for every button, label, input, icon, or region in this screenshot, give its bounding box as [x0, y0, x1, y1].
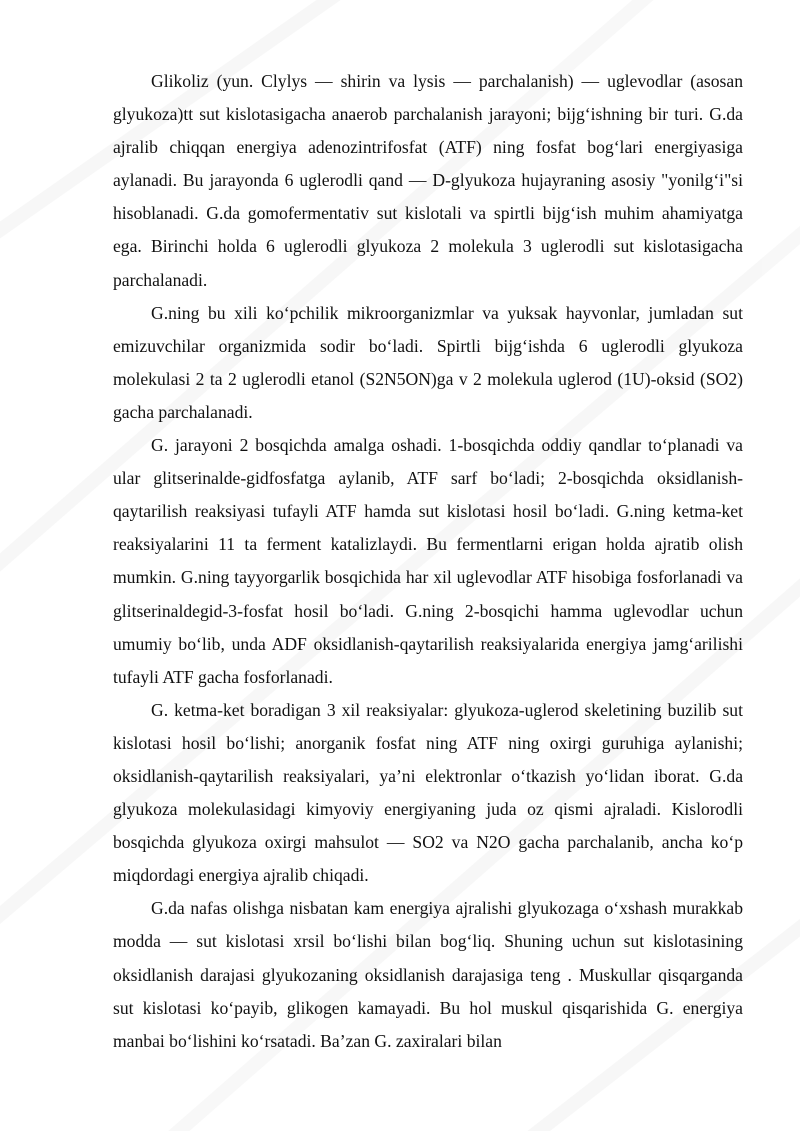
paragraph-fermentation-types: G.ning bu xili ko‘pchilik mikroorganizmlar va yuksak hayvonlar, jumladan sut emizuvchilar organizmida sodir bo‘ladi. Spirtli bijg‘ishda 6 uglerodli glyukoza molekulasi 2 ta 2 uglerodli etanol (S2N5ON)ga v 2 molekula uglerod (1U)-oksid (SO2) gacha parchalanadi. [113, 302, 743, 422]
paragraph-process-stages: G. jarayoni 2 bosqichda amalga oshadi. 1-bosqichda oddiy qandlar to‘planadi va ular glitserinalde-gidfosfatga aylanib, ATF sarf bo‘ladi; 2-bosqichda oksidlanish-qaytarilish reaksiyasi tufayli ATF hamda sut kislotasi hosil bo‘ladi. G.ning ketma-ket reaksiyalarini 11 ta ferment katalizlaydi. Bu fermentlarni erigan holda ajratib olish mumkin. G.ning tayyorgarlik bosqichida har xil uglevodlar ATF hisobiga fosforlanadi va glitserinaldegid-3-fosfat hosil bo‘ladi. G.ning 2-bosqichi hamma uglevodlar uchun umumiy bo‘lib, unda ADF oksidlanish-qaytarilish reaksiyalarida energiya jamg‘arilishi tufayli ATF gacha fosforlanadi. [113, 435, 743, 687]
paragraph-reaction-types: G. ketma-ket boradigan 3 xil reaksiyalar: glyukoza-uglerod skeletining buzilib sut kislotasi hosil bo‘lishi; anorganik fosfat ning ATF ning oxirgi guruhiga aylanishi; oksidlanish-qaytarilish reaksiyalari, ya’ni elektronlar o‘tkazish yo‘lidan iborat. G.da glyukoza molekulasidagi kimyoviy energiyaning juda oz qismi ajraladi. Kislorodli bosqichda glyukoza oxirgi mahsulot — SO2 va N2O gacha parchalanib, ancha ko‘p miqdordagi energiya ajralib chiqadi. [113, 699, 743, 886]
document-page [113, 65, 743, 1058]
paragraph-glycolysis-definition: Glikoliz (yun. Clylys — shirin va lysis — parchalanish) — uglevodlar (asosan glyukoza)tt sut kislotasigacha anaerob parchalanish jarayoni; bijg‘ishning bir turi. G.da ajralib chiqqan energiya adenozintrifosfat (ATF) ning fosfat bog‘lari energiyasiga aylanadi. Bu jarayonda 6 uglerodli qand — D-glyukoza hujayraning asosiy "yonilg‘i"si hisoblanadi. G.da gomofermentativ sut kislotali va spirtli bijg‘ish muhim ahamiyatga ega. Birinchi holda 6 uglerodli glyukoza 2 molekula 3 uglerodli sut kislotasigacha parchalanadi. [113, 71, 743, 290]
paragraph-energy-comparison: G.da nafas olishga nisbatan kam energiya ajralishi glyukozaga o‘xshash murakkab modda — sut kislotasi xrsil bo‘lishi bilan bog‘liq. Shuning uchun sut kislotasining oksidlanish darajasi glyukozaning oksidlanish darajasiga teng . Muskullar qisqarganda sut kislotasi ko‘payib, glikogen kamayadi. Bu hol muskul qisqarishida G. energiya manbai bo‘lishini ko‘rsatadi. Ba’zan G. zaxiralari bilan [113, 898, 743, 1051]
